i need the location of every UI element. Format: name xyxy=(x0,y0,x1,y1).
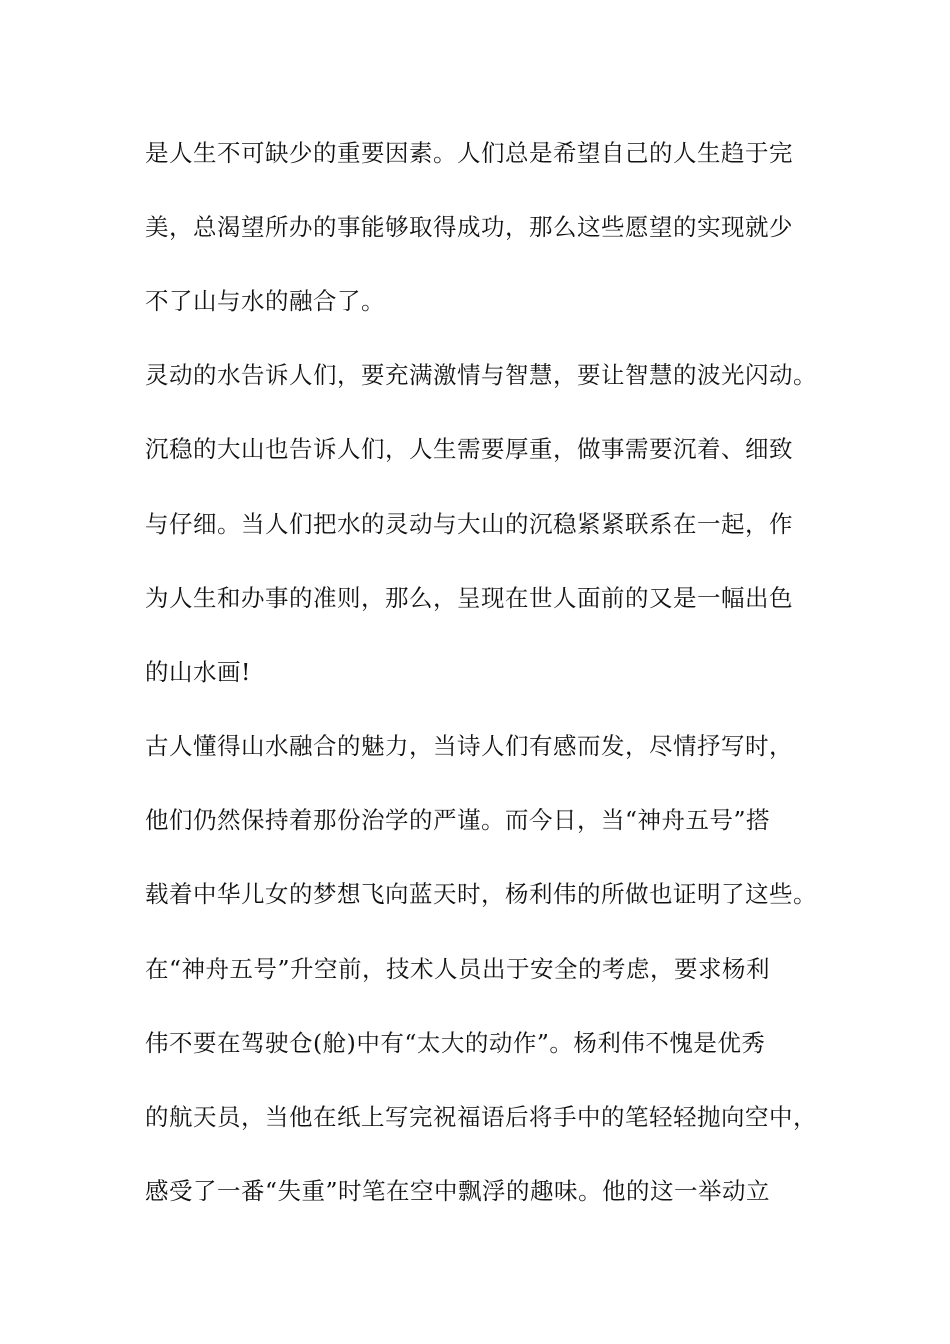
text-line: 伟不要在驾驶仓(舱)中有“太大的动作”。杨利伟不愧是优秀 xyxy=(145,1029,766,1057)
text-line: 为人生和办事的准则，那么，呈现在世人面前的又是一幅出色 xyxy=(145,584,793,612)
text-line: 古人懂得山水融合的魅力，当诗人们有感而发，尽情抒写时， xyxy=(145,732,793,760)
text-line: 灵动的水告诉人们，要充满激情与智慧，要让智慧的波光闪动。 xyxy=(145,361,817,389)
text-line: 感受了一番“失重”时笔在空中飘浮的趣味。他的这一举动立 xyxy=(145,1177,771,1205)
text-line: 沉稳的大山也告诉人们，人生需要厚重，做事需要沉着、细致 xyxy=(145,435,793,463)
text-line: 的山水画! xyxy=(145,658,251,686)
text-line: 是人生不可缺少的重要因素。人们总是希望自己的人生趋于完 xyxy=(145,139,793,167)
text-line: 他们仍然保持着那份治学的严谨。而今日，当“神舟五号”搭 xyxy=(145,806,771,834)
text-line: 的航天员，当他在纸上写完祝福语后将手中的笔轻轻抛向空中， xyxy=(145,1103,817,1131)
text-line: 载着中华儿女的梦想飞向蓝天时，杨利伟的所做也证明了这些。 xyxy=(145,880,817,908)
text-line: 与仔细。当人们把水的灵动与大山的沉稳紧紧联系在一起，作 xyxy=(145,510,793,538)
text-line: 在“神舟五号”升空前，技术人员出于安全的考虑，要求杨利 xyxy=(145,955,771,983)
text-line: 美，总渴望所办的事能够取得成功，那么这些愿望的实现就少 xyxy=(145,213,793,241)
text-line: 不了山与水的融合了。 xyxy=(145,287,385,315)
